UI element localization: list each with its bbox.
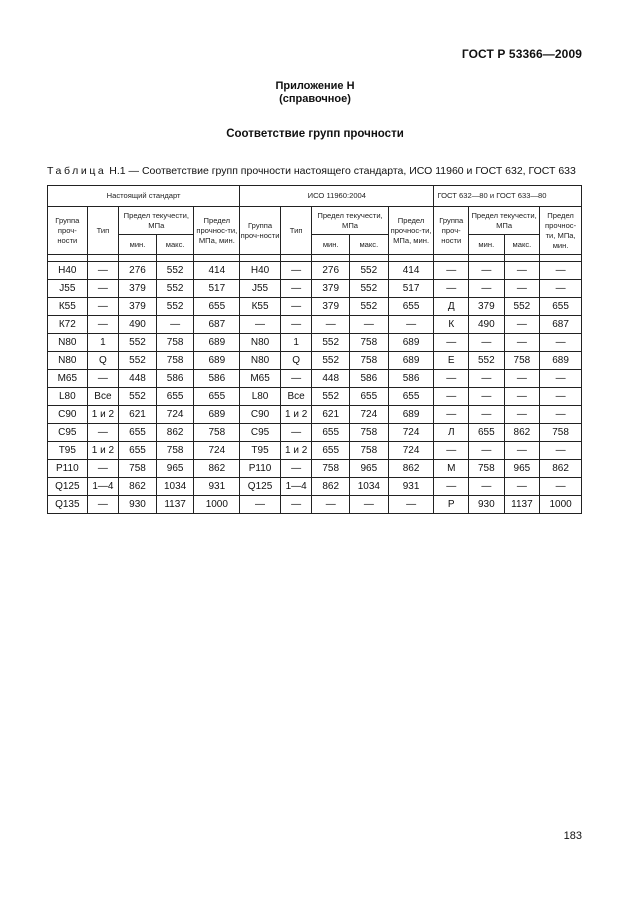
table-cell: 552	[156, 298, 194, 316]
table-cell: 655	[388, 388, 434, 406]
table-cell: 552	[119, 388, 157, 406]
table-cell: —	[504, 370, 540, 388]
group-header-gost: ГОСТ 632—80 и ГОСТ 633—80	[434, 186, 582, 207]
table-cell: 655	[119, 424, 157, 442]
table-cell: 448	[312, 370, 350, 388]
table-cell: 965	[350, 460, 389, 478]
table-cell: 552	[350, 280, 389, 298]
col-header-max: макс.	[504, 235, 540, 255]
table-cell: 862	[312, 478, 350, 496]
table-cell: 758	[350, 352, 389, 370]
table-cell: Q125	[48, 478, 88, 496]
table-cell: Р110	[240, 460, 281, 478]
table-cell: 655	[194, 388, 240, 406]
table-cell: 758	[119, 460, 157, 478]
table-cell: —	[240, 316, 281, 334]
table-cell: —	[504, 262, 540, 280]
table-cell: N80	[48, 334, 88, 352]
table-cell: 758	[194, 424, 240, 442]
table-cell: 862	[540, 460, 582, 478]
table-cell: 862	[388, 460, 434, 478]
table-cell: 655	[119, 442, 157, 460]
table-cell: 586	[350, 370, 389, 388]
table-cell: 490	[119, 316, 157, 334]
table-cell: Р	[434, 496, 469, 514]
table-cell: Д	[434, 298, 469, 316]
table-cell: —	[87, 298, 119, 316]
table-cell: —	[87, 496, 119, 514]
table-cell: 655	[540, 298, 582, 316]
table-cell: 931	[194, 478, 240, 496]
table-cell: 758	[350, 442, 389, 460]
table-cell: С95	[48, 424, 88, 442]
table-subheader-row	[48, 235, 582, 255]
table-cell: 1 и 2	[280, 406, 312, 424]
col-header-min: мин.	[119, 235, 157, 255]
table-cell: 552	[312, 388, 350, 406]
table-cell: 1—4	[280, 478, 312, 496]
table-cell: С90	[240, 406, 281, 424]
table-row	[48, 280, 582, 298]
table-cell: М65	[240, 370, 281, 388]
table-cell: 1000	[194, 496, 240, 514]
table-cell: —	[434, 262, 469, 280]
col-header-yield: Предел текучести, МПа	[119, 207, 194, 235]
table-caption-label: Таблица	[47, 165, 107, 177]
table-cell: —	[156, 316, 194, 334]
table-cell: 689	[388, 352, 434, 370]
table-cell: —	[434, 442, 469, 460]
table-cell: 1137	[504, 496, 540, 514]
table-row	[48, 316, 582, 334]
table-cell: 552	[350, 262, 389, 280]
table-cell: —	[504, 280, 540, 298]
table-cell: 862	[194, 460, 240, 478]
table-cell: —	[504, 316, 540, 334]
col-header-min: мин.	[469, 235, 505, 255]
table-cell: —	[280, 298, 312, 316]
table-cell: —	[469, 262, 505, 280]
table-row	[48, 352, 582, 370]
table-cell: С95	[240, 424, 281, 442]
table-cell: К55	[240, 298, 281, 316]
table-caption	[47, 165, 576, 177]
table-row	[48, 424, 582, 442]
table-cell: 379	[119, 298, 157, 316]
col-header-tensile: Предел прочнос-ти, МПа, мин.	[540, 207, 582, 255]
table-cell: 689	[388, 334, 434, 352]
table-row	[48, 262, 582, 280]
table-cell: 379	[469, 298, 505, 316]
table-cell: 862	[119, 478, 157, 496]
table-cell: —	[540, 442, 582, 460]
table-cell: 379	[312, 280, 350, 298]
col-header-type: Тип	[87, 207, 119, 255]
table-cell: L80	[240, 388, 281, 406]
table-cell: —	[540, 370, 582, 388]
table-cell: —	[540, 280, 582, 298]
annex-title: Приложение Н	[275, 80, 355, 92]
table-cell: 379	[312, 298, 350, 316]
table-cell: N80	[240, 334, 281, 352]
table-row	[48, 388, 582, 406]
table-cell: Q	[280, 352, 312, 370]
table-cell: 724	[388, 424, 434, 442]
table-cell: 552	[312, 334, 350, 352]
table-cell: 490	[469, 316, 505, 334]
table-row	[48, 334, 582, 352]
table-cell: —	[504, 406, 540, 424]
table-cell: 724	[388, 442, 434, 460]
table-cell: —	[87, 262, 119, 280]
table-cell: 758	[469, 460, 505, 478]
table-cell: 689	[540, 352, 582, 370]
col-header-tensile: Предел прочнос-ти, МПа, мин.	[194, 207, 240, 255]
table-cell: К72	[48, 316, 88, 334]
table-cell: 689	[194, 334, 240, 352]
table-cell: Q	[87, 352, 119, 370]
table-cell: 586	[194, 370, 240, 388]
table-cell: 586	[388, 370, 434, 388]
table-cell: —	[504, 388, 540, 406]
table-cell: Т95	[240, 442, 281, 460]
table-cell: —	[540, 262, 582, 280]
table-cell: 689	[194, 406, 240, 424]
table-cell: 758	[350, 334, 389, 352]
table-cell: 687	[194, 316, 240, 334]
table-cell: L80	[48, 388, 88, 406]
table-cell: 586	[156, 370, 194, 388]
table-cell: —	[87, 460, 119, 478]
col-header-min: мин.	[312, 235, 350, 255]
table-cell: К55	[48, 298, 88, 316]
table-cell: —	[87, 424, 119, 442]
table-cell: J55	[48, 280, 88, 298]
table-cell: 862	[504, 424, 540, 442]
table-cell: К	[434, 316, 469, 334]
table-cell: 1 и 2	[87, 442, 119, 460]
table-cell: С90	[48, 406, 88, 424]
table-row	[48, 370, 582, 388]
table-cell: Все	[87, 388, 119, 406]
table-cell: 552	[504, 298, 540, 316]
table-cell: Q125	[240, 478, 281, 496]
table-cell: —	[504, 478, 540, 496]
table-cell: 689	[388, 406, 434, 424]
strength-groups-table	[47, 185, 582, 514]
table-row	[48, 442, 582, 460]
table-group-header-row	[48, 186, 582, 207]
table-cell: —	[280, 460, 312, 478]
table-cell: —	[469, 334, 505, 352]
table-row	[48, 478, 582, 496]
table-cell: 965	[156, 460, 194, 478]
table-cell: 1	[280, 334, 312, 352]
col-header-max: макс.	[156, 235, 194, 255]
table-cell: —	[388, 496, 434, 514]
table-cell: Н40	[240, 262, 281, 280]
table-cell: 689	[194, 352, 240, 370]
col-header-max: макс.	[350, 235, 389, 255]
table-cell: —	[312, 496, 350, 514]
table-cell: —	[280, 280, 312, 298]
table-cell: 1034	[350, 478, 389, 496]
table-cell: —	[434, 478, 469, 496]
table-cell: —	[87, 280, 119, 298]
table-cell: —	[469, 280, 505, 298]
table-cell: —	[469, 388, 505, 406]
table-cell: —	[240, 496, 281, 514]
table-cell: 931	[388, 478, 434, 496]
table-cell: 276	[312, 262, 350, 280]
col-header-group: Группа проч-ности	[434, 207, 469, 255]
table-cell: 687	[540, 316, 582, 334]
table-cell: 1—4	[87, 478, 119, 496]
table-cell: 758	[504, 352, 540, 370]
table-cell: —	[87, 370, 119, 388]
table-cell: 1	[87, 334, 119, 352]
table-cell: 655	[156, 388, 194, 406]
table-cell: 1 и 2	[87, 406, 119, 424]
table-cell: 552	[119, 352, 157, 370]
table-cell: —	[540, 478, 582, 496]
table-cell: 724	[350, 406, 389, 424]
table-body	[48, 255, 582, 514]
table-cell: 862	[156, 424, 194, 442]
table-cell: 655	[312, 424, 350, 442]
table-cell: —	[280, 262, 312, 280]
col-header-type: Тип	[280, 207, 312, 255]
table-cell: 552	[312, 352, 350, 370]
table-cell: 1137	[156, 496, 194, 514]
table-cell: —	[434, 334, 469, 352]
table-cell: Е	[434, 352, 469, 370]
table-cell: N80	[240, 352, 281, 370]
table-cell: 724	[194, 442, 240, 460]
table-cell: 517	[194, 280, 240, 298]
table-cell: 379	[119, 280, 157, 298]
table-cell: 758	[540, 424, 582, 442]
table-cell: —	[434, 370, 469, 388]
table-cell: М	[434, 460, 469, 478]
group-header-this-standard: Настоящий стандарт	[48, 186, 240, 207]
table-cell: 1034	[156, 478, 194, 496]
table-cell: —	[540, 388, 582, 406]
col-header-tensile: Предел прочнос-ти, МПа, мин.	[388, 207, 434, 255]
table-row	[48, 406, 582, 424]
table-cell: —	[434, 280, 469, 298]
table-cell: —	[469, 442, 505, 460]
table-cell: 724	[156, 406, 194, 424]
table-cell: 758	[312, 460, 350, 478]
table-cell: 552	[469, 352, 505, 370]
table-cell: —	[469, 370, 505, 388]
table-cell: —	[350, 496, 389, 514]
table-cell: 552	[156, 280, 194, 298]
col-header-group: Группа проч-ности	[240, 207, 281, 255]
group-header-iso: ИСО 11960:2004	[240, 186, 434, 207]
table-cell: 621	[312, 406, 350, 424]
table-cell: 758	[350, 424, 389, 442]
table-cell: 621	[119, 406, 157, 424]
table-cell: 414	[194, 262, 240, 280]
table-cell: —	[280, 316, 312, 334]
table-cell: 552	[119, 334, 157, 352]
annex-heading	[0, 80, 630, 106]
table-cell: 758	[156, 334, 194, 352]
table-cell: 655	[194, 298, 240, 316]
table-cell: —	[280, 370, 312, 388]
table-column-header-row	[48, 207, 582, 235]
table-cell: 552	[156, 262, 194, 280]
table-row	[48, 298, 582, 316]
table-cell: М65	[48, 370, 88, 388]
table-cell: —	[434, 388, 469, 406]
table-cell: 552	[350, 298, 389, 316]
col-header-group: Группа проч-ности	[48, 207, 88, 255]
table-cell: Т95	[48, 442, 88, 460]
section-title: Соответствие групп прочности	[226, 128, 404, 140]
annex-type: (справочное)	[279, 93, 351, 105]
table-cell: 655	[469, 424, 505, 442]
table-cell: 276	[119, 262, 157, 280]
table-cell: 930	[469, 496, 505, 514]
table-cell: Р110	[48, 460, 88, 478]
table-cell: 1 и 2	[280, 442, 312, 460]
table-cell: 655	[388, 298, 434, 316]
table-cell: —	[280, 496, 312, 514]
table-cell: 655	[312, 442, 350, 460]
table-cell: 758	[156, 442, 194, 460]
table-cell: Н40	[48, 262, 88, 280]
table-cell: J55	[240, 280, 281, 298]
table-cell: N80	[48, 352, 88, 370]
col-header-yield: Предел текучести, МПа	[312, 207, 388, 235]
table-cell: Все	[280, 388, 312, 406]
table-cell: —	[350, 316, 389, 334]
table-cell: —	[504, 334, 540, 352]
table-cell: —	[469, 478, 505, 496]
table-cell: —	[469, 406, 505, 424]
standard-number: ГОСТ Р 53366—2009	[461, 47, 582, 61]
table-row	[48, 460, 582, 478]
table-cell: Q135	[48, 496, 88, 514]
table-cell: 414	[388, 262, 434, 280]
page-number: 183	[563, 830, 582, 842]
table-cell: 655	[350, 388, 389, 406]
col-header-yield: Предел текучести, МПа	[469, 207, 540, 235]
table-cell: —	[540, 406, 582, 424]
table-cell: 448	[119, 370, 157, 388]
table-cell: Л	[434, 424, 469, 442]
table-cell: —	[388, 316, 434, 334]
table-cell: 517	[388, 280, 434, 298]
table-cell: 1000	[540, 496, 582, 514]
table-caption-text: Н.1 — Соответствие групп прочности настоящего стандарта, ИСО 11960 и ГОСТ 632, ГОСТ 633	[109, 165, 576, 177]
table-cell: —	[312, 316, 350, 334]
table-cell: —	[504, 442, 540, 460]
table-cell: —	[434, 406, 469, 424]
table-spacer-row	[48, 255, 582, 262]
table-cell: 758	[156, 352, 194, 370]
table-cell: —	[540, 334, 582, 352]
table-row	[48, 496, 582, 514]
table-cell: 965	[504, 460, 540, 478]
table-cell: —	[280, 424, 312, 442]
table-cell: —	[87, 316, 119, 334]
table-cell: 930	[119, 496, 157, 514]
